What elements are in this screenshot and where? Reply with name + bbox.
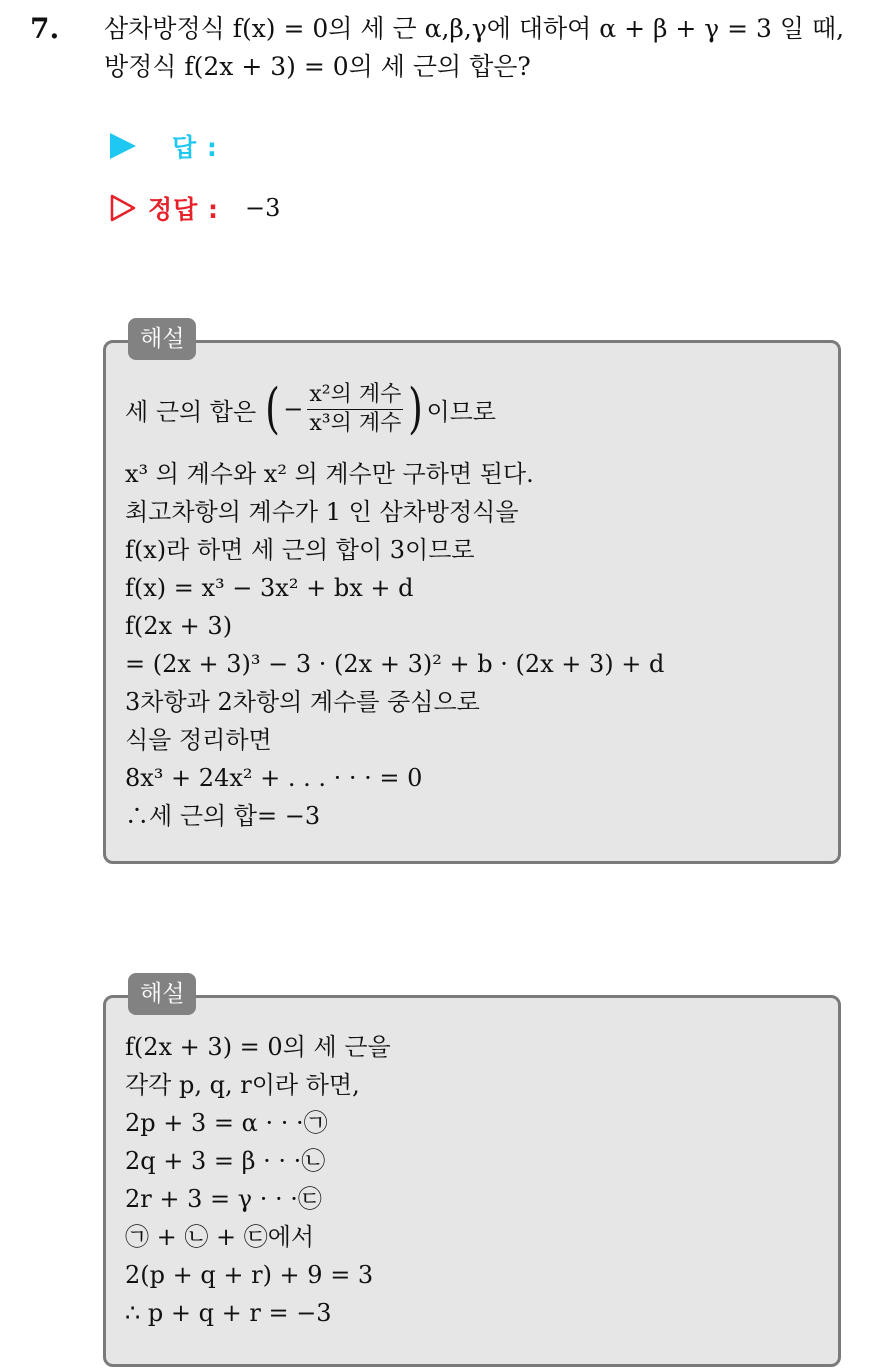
solution-line: 2r + 3 = γ · · ·㉢: [125, 1185, 322, 1213]
solution-tag-1: 해설: [128, 318, 196, 360]
solution-line: 2p + 3 = α · · ·㉠: [125, 1109, 328, 1137]
play-filled-icon: [110, 133, 136, 159]
solution-line: ∴세 근의 합= −3: [125, 802, 321, 830]
solution-2-body: [125, 1028, 825, 1332]
solution-line: ∴ p + q + r = −3: [125, 1299, 332, 1327]
solution-line: f(2x + 3) = 0의 세 근을: [125, 1033, 391, 1061]
intro-suffix: 이므로: [426, 397, 496, 426]
solution-line: = (2x + 3)³ − 3 · (2x + 3)² + b · (2x + 3) + d: [125, 650, 665, 678]
question-number: 7.: [30, 12, 60, 45]
solution-line: 최고차항의 계수가 1 인 삼차방정식을: [125, 498, 519, 526]
correct-answer-label: 정답 :: [148, 195, 220, 224]
user-answer-label: 답 :: [172, 133, 218, 162]
solution-tag-2: 해설: [128, 973, 196, 1015]
intro-prefix: 세 근의 합은: [125, 397, 257, 426]
user-answer-row: [110, 128, 244, 164]
solution-line: f(x)라 하면 세 근의 합이 3이므로: [125, 536, 475, 564]
solution-1-body: [125, 455, 825, 835]
solution-1-intro: [125, 378, 496, 440]
solution-line: 2(p + q + r) + 9 = 3: [125, 1261, 374, 1289]
play-outline-icon: [110, 194, 136, 222]
solution-line: 8x³ + 24x² + . . . · · · = 0: [125, 764, 423, 792]
solution-line: x³ 의 계수와 x² 의 계수만 구하면 된다.: [125, 460, 534, 488]
fraction-numerator: x²의 계수: [307, 381, 403, 410]
question-line-2: 방정식 f(2x + 3) = 0의 세 근의 합은?: [104, 52, 531, 81]
solution-line: 식을 정리하면: [125, 726, 272, 754]
fraction-denominator: x³의 계수: [309, 410, 402, 436]
correct-answer-row: [110, 190, 280, 226]
coefficient-fraction: [307, 381, 403, 438]
solution-line: 각각 p, q, r이라 하면,: [125, 1071, 360, 1099]
solution-line: ㉠ + ㉡ + ㉢에서: [125, 1223, 315, 1251]
minus-sign: −: [283, 395, 304, 423]
question-text: [104, 10, 874, 86]
solution-line: f(x) = x³ − 3x² + bx + d: [125, 574, 414, 602]
right-paren: ): [408, 377, 424, 440]
correct-answer-value: −3: [245, 194, 281, 222]
question-line-1: 삼차방정식 f(x) = 0의 세 근 α,β,γ에 대하여 α + β + γ = 3 일 때,: [104, 14, 845, 43]
solution-line: 3차항과 2차항의 계수를 중심으로: [125, 688, 480, 716]
left-paren: (: [265, 377, 281, 440]
solution-line: 2q + 3 = β · · ·㉡: [125, 1147, 326, 1175]
solution-line: f(2x + 3): [125, 612, 233, 640]
